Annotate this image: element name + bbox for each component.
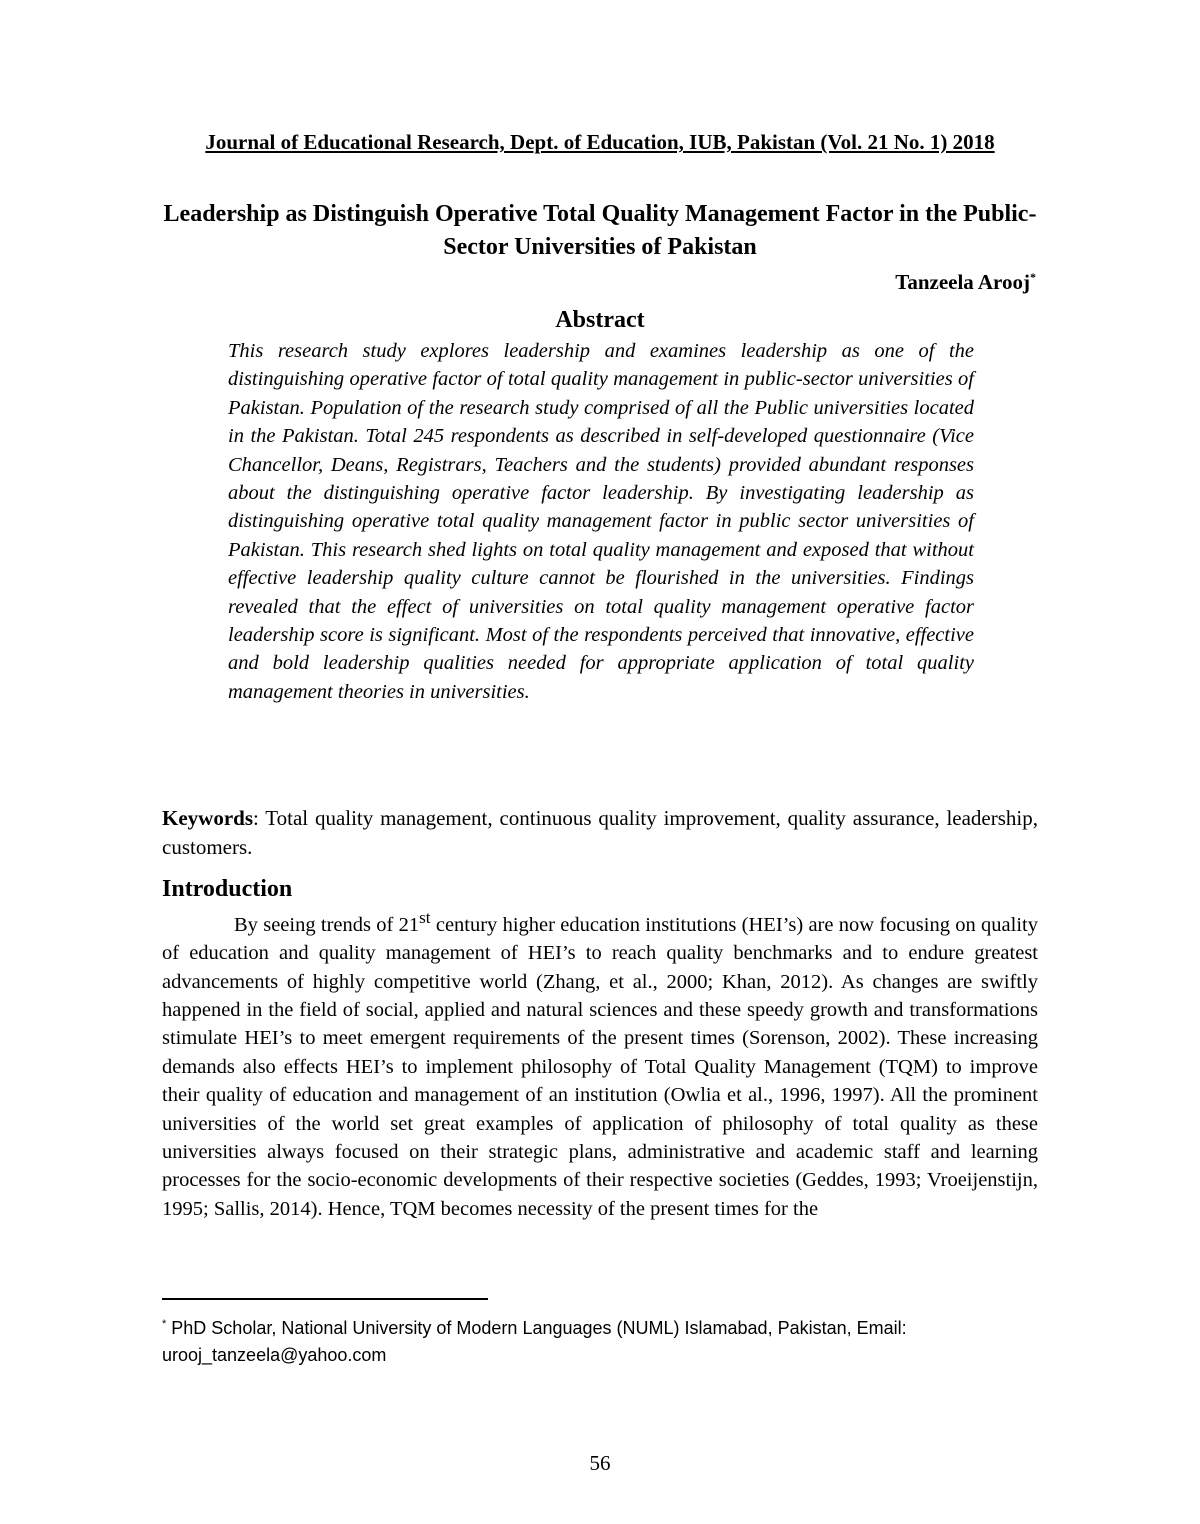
footnote-marker: *: [162, 1318, 167, 1330]
keywords-label: Keywords: [162, 806, 253, 830]
footnote: [162, 1311, 1038, 1369]
introduction-heading: Introduction: [162, 876, 293, 902]
intro-text-rest: century higher education institutions (HEI’s) are now focusing on quality of education and quality management of HEI’s to reach quality benchmarks and to endure greatest advancements of highly competitive world (Zhang, et al., 2000; Khan, 2012). As changes are swiftly happened in the field of social, applied and natural sciences and these speedy growth and transformations stimulate HEI’s to meet emergent requirements of the present times (Sorenson, 2002). These increasing demands also effects HEI’s to implement philosophy of Total Quality Management (TQM) to improve their quality of education and management of an institution (Owlia et al., 1996, 1997). All the prominent universities of the world set great examples of application of philosophy of total quality as these universities always focused on their strategic plans, administrative and academic staff and learning processes for the socio-economic developments of their respective societies (Geddes, 1993; Vroeijenstijn, 1995; Sallis, 2014). Hence, TQM becomes necessity of the present times for the: [162, 913, 1038, 1220]
author-name: Tanzeela Arooj: [895, 270, 1030, 294]
paper-title: Leadership as Distinguish Operative Total Quality Management Factor in the Public-Sector Universities of Pakistan: [163, 201, 1037, 260]
author-line: [895, 264, 1036, 295]
abstract-heading: Abstract: [555, 307, 645, 333]
page-number: 56: [589, 1451, 611, 1475]
introduction-paragraph: [162, 904, 1038, 1223]
abstract-text: This research study explores leadership and examines leadership as one of the distinguishing operative factor of total quality management in public-sector universities of Pakistan. Population of the research study comprised of all the Public universities located in the Pakistan. Total 245 respondents as described in self-developed questionnaire (Vice Chancellor, Deans, Registrars, Teachers and the students) provided abundant responses about the distinguishing operative factor leadership. By investigating leadership as distinguishing operative total quality management factor in public sector universities of Pakistan. This research shed lights on total quality management and exposed that without effective leadership quality culture cannot be flourished in the universities. Findings revealed that the effect of universities on total quality management operative factor leadership score is significant. Most of the respondents perceived that innovative, effective and bold leadership qualities needed for appropriate application of total quality management theories in universities.: [228, 340, 974, 703]
author-footnote-marker: *: [1030, 270, 1036, 284]
keywords-text: : Total quality management, continuous quality improvement, quality assurance, leadership, customers.: [162, 806, 1038, 859]
journal-header: Journal of Educational Research, Dept. of Education, IUB, Pakistan (Vol. 21 No. 1) 2018: [205, 130, 995, 154]
keywords-paragraph: [162, 804, 1038, 862]
footnote-text: PhD Scholar, National University of Modern Languages (NUML) Islamabad, Pakistan, Email: urooj_tanzeela@yahoo.com: [162, 1318, 907, 1365]
ordinal-superscript: st: [419, 908, 431, 927]
footnote-divider: [162, 1298, 488, 1300]
intro-text-start: By seeing trends of 21: [234, 913, 420, 936]
